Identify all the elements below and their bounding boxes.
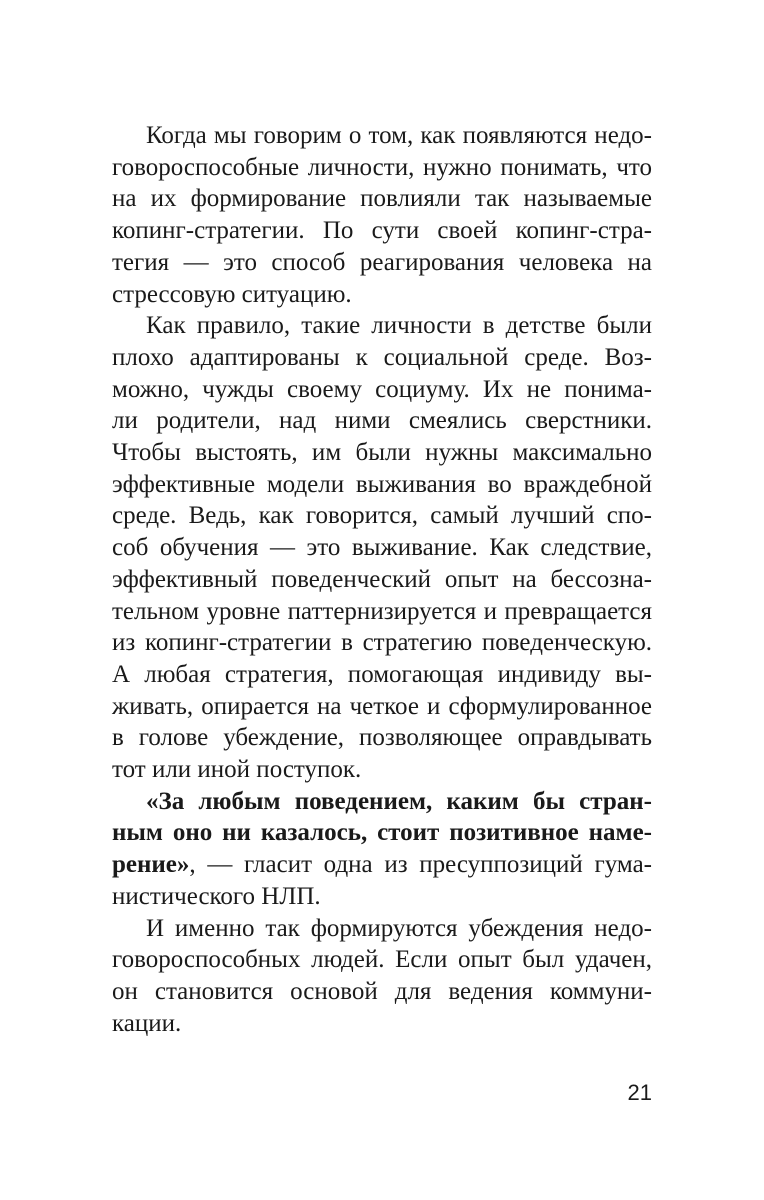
quote-line: ным оно ни казалось, стоит позитивное наме- (112, 819, 652, 847)
text-line: Как правило, такие личности в детстве были (146, 312, 652, 340)
paragraph-2 (112, 310, 652, 786)
quote-ending: рение» (112, 851, 190, 879)
paragraph-1 (112, 120, 652, 310)
paragraph-3-quote (112, 786, 652, 913)
text-line: говороспособных людей. Если опыт был удачен, (112, 946, 652, 974)
page-body-text (112, 120, 652, 1039)
text-line: ли родители, над ними смеялись сверстники. (112, 407, 652, 435)
quote-attribution-line (112, 849, 652, 881)
text-line: нистического НЛП. (112, 882, 321, 910)
text-line: стрессовую ситуацию. (112, 280, 352, 308)
text-line: эффективный поведенческий опыт на бессозна- (112, 565, 652, 593)
text-line: тот или иной поступок. (112, 756, 362, 784)
text-line: живать, опирается на четкое и сформулированное (112, 692, 652, 720)
text-line: в голове убеждение, позволяющее оправдывать (112, 724, 652, 752)
text-line: можно, чужды своему социуму. Их не понима- (112, 375, 652, 403)
text-line: кации. (112, 1009, 182, 1037)
text-line: Чтобы выстоять, им были нужны максимально (112, 439, 652, 467)
text-line: копинг-стратегии. По сути своей копинг-стра- (112, 217, 652, 245)
text-line: плохо адаптированы к социальной среде. Воз- (112, 343, 652, 371)
text-line: из копинг-стратегии в стратегию поведенческую. (112, 629, 652, 657)
text-line: тегия — это способ реагирования человека на (112, 248, 652, 276)
page-number: 21 (627, 1080, 652, 1105)
text-line: среде. Ведь, как говорится, самый лучший спо- (112, 502, 652, 530)
text-line: эффективные модели выживания во враждебной (112, 470, 652, 498)
text-line: Когда мы говорим о том, как появляются недо- (146, 122, 652, 149)
quote-line: «За любым поведением, каким бы стран- (146, 787, 652, 815)
text-line: он становится основой для ведения коммуни- (112, 977, 652, 1005)
paragraph-4 (112, 913, 652, 1040)
quote-attribution: , — гласит одна из пресуппозиций гума- (189, 851, 652, 879)
text-line: тельном уровне паттернизируется и превращается (112, 597, 652, 625)
text-line: на их формирование повлияли так называемые (112, 185, 652, 213)
text-line: И именно так формируются убеждения недо- (146, 914, 652, 942)
text-line: соб обучения — это выживание. Как следствие, (112, 534, 652, 562)
text-line: говороспособные личности, нужно понимать, что (112, 153, 652, 181)
text-line: А любая стратегия, помогающая индивиду вы- (112, 660, 652, 688)
